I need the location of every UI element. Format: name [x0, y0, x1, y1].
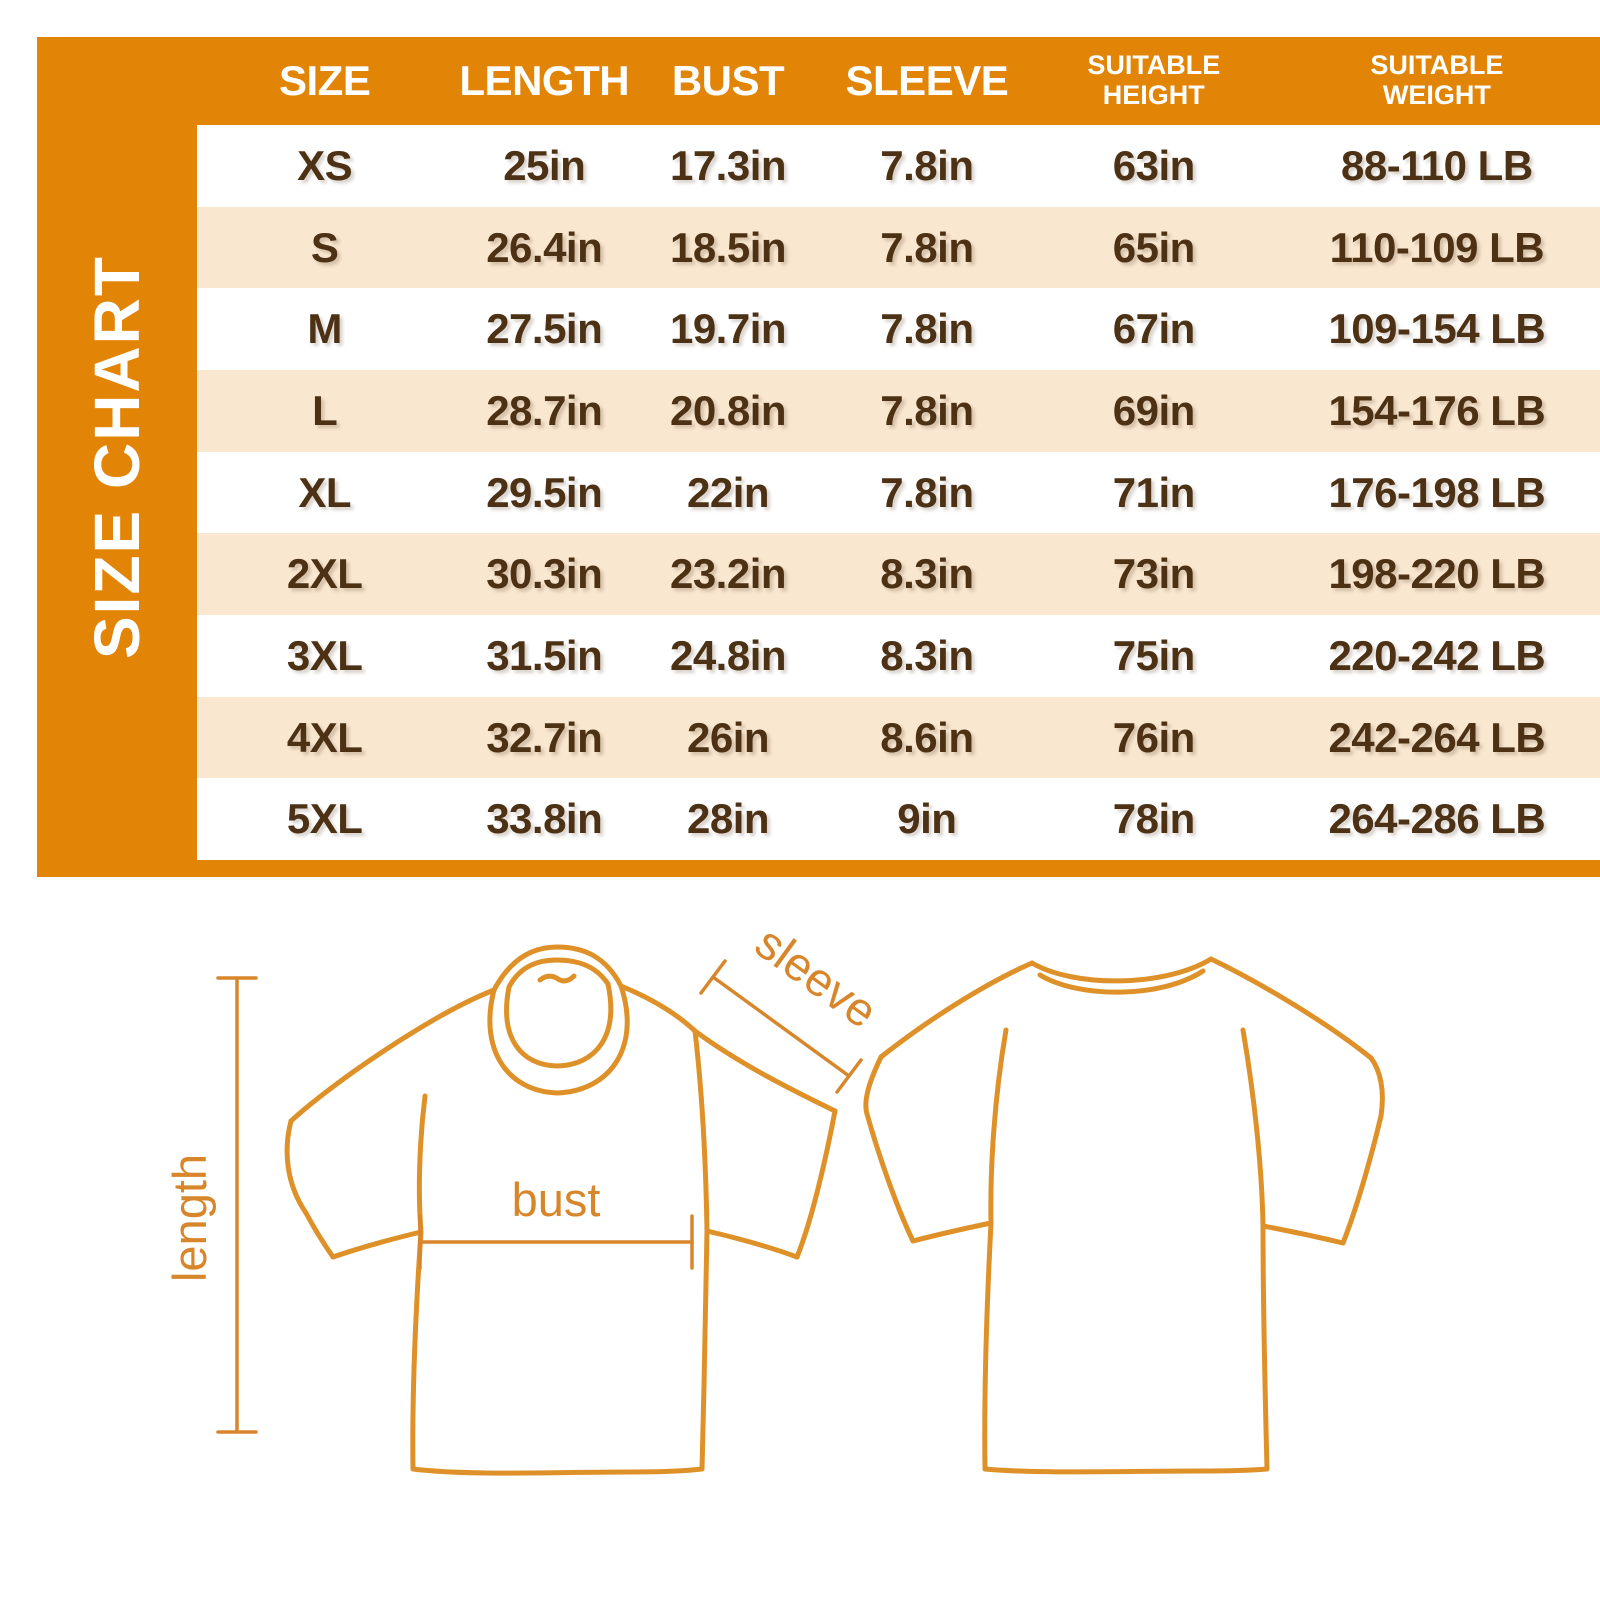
cell-suitable-height: 76in	[1112, 713, 1195, 761]
back-left-side	[985, 1223, 991, 1469]
column-header-text: SIZE	[278, 57, 371, 104]
back-left-sleeve-hem	[867, 1114, 913, 1241]
column-header-text: BUST	[671, 57, 785, 104]
cell-length: 31.5in	[486, 631, 603, 679]
front-left-armhole-seam	[419, 1096, 425, 1232]
cell-suitable-height: 71in	[1112, 468, 1195, 516]
cell-bust: 24.8in	[669, 631, 787, 679]
back-collar-top	[1032, 959, 1211, 981]
cell-sleeve: 7.8in	[880, 386, 974, 434]
cell-suitable-weight: 220-242 LB	[1328, 631, 1546, 679]
front-left-sleeve-outer	[287, 1121, 306, 1213]
size-table-row	[197, 615, 1600, 697]
size-table-header	[197, 37, 1600, 125]
sleeve-tick-end	[837, 1060, 861, 1092]
size-table-row	[197, 125, 1600, 207]
size-table-rows	[197, 125, 1600, 860]
size-table-row	[197, 207, 1600, 289]
size-table-row	[197, 533, 1600, 615]
size-chart-title: SIZE CHART	[81, 255, 153, 659]
back-right-side	[1263, 1226, 1267, 1469]
sleeve-label: sleeve	[746, 915, 888, 1039]
cell-sleeve: 8.6in	[880, 713, 974, 761]
cell-sleeve: 7.8in	[880, 305, 974, 353]
front-right-side	[702, 1231, 707, 1469]
column-header-text: HEIGHT	[1102, 80, 1205, 110]
cell-length: 25in	[503, 141, 586, 189]
cell-suitable-height: 69in	[1112, 386, 1195, 434]
sleeve-measurement	[701, 915, 887, 1092]
back-left-sleeve-outer	[866, 1057, 881, 1114]
column-header-size	[197, 57, 452, 104]
cell-suitable-weight: 154-176 LB	[1328, 386, 1546, 434]
cell-length: 27.5in	[486, 305, 603, 353]
front-right-sleeve-hem	[797, 1111, 835, 1257]
back-right-underarm	[1263, 1226, 1343, 1243]
back-bottom-hem	[985, 1469, 1267, 1472]
column-header-bust	[636, 57, 820, 104]
bust-label: bust	[511, 1173, 601, 1226]
cell-bust: 28in	[686, 795, 770, 843]
size-table-row	[197, 288, 1600, 370]
size-table-row	[197, 452, 1600, 534]
cell-length: 33.8in	[486, 795, 603, 843]
cell-sleeve: 8.3in	[880, 550, 974, 598]
back-right-armhole-seam	[1243, 1030, 1263, 1226]
column-header-text: LENGTH	[459, 57, 630, 104]
cell-sleeve: 7.8in	[880, 141, 974, 189]
cell-size: XS	[297, 141, 353, 189]
front-left-shoulder	[291, 990, 494, 1121]
cell-size: 5XL	[286, 795, 363, 843]
cell-sleeve: 9in	[897, 795, 957, 843]
front-left-sleeve-hem	[306, 1213, 333, 1257]
back-left-armhole-seam	[991, 1030, 1006, 1223]
column-header-suitable-weight	[1274, 51, 1600, 110]
size-table-row	[197, 370, 1600, 452]
cell-bust: 26in	[686, 713, 770, 761]
size-table-sidebar	[37, 37, 197, 877]
cell-size: S	[310, 223, 339, 271]
cell-length: 30.3in	[486, 550, 603, 598]
cell-suitable-weight: 110-109 LB	[1329, 223, 1545, 271]
front-collar-band	[507, 984, 611, 1066]
front-bottom-hem	[413, 1469, 702, 1473]
cell-suitable-weight: 109-154 LB	[1328, 305, 1546, 353]
cell-suitable-weight: 176-198 LB	[1328, 468, 1546, 516]
front-collar-top-inner	[509, 960, 608, 987]
size-table-row	[197, 778, 1600, 860]
column-header-text: SUITABLE	[1087, 50, 1221, 81]
cell-suitable-height: 65in	[1112, 223, 1195, 271]
tshirt-measurement-diagram	[0, 900, 1600, 1600]
cell-suitable-height: 63in	[1112, 141, 1195, 189]
cell-suitable-height: 73in	[1112, 550, 1195, 598]
cell-sleeve: 7.8in	[880, 223, 974, 271]
column-header-length	[452, 57, 636, 104]
cell-size: L	[312, 386, 338, 434]
length-label: length	[163, 1153, 216, 1283]
size-table-row	[197, 697, 1600, 779]
cell-bust: 19.7in	[669, 305, 787, 353]
column-header-sleeve	[820, 57, 1034, 104]
front-collar-stitch	[540, 976, 574, 981]
cell-size: 2XL	[286, 550, 363, 598]
tshirt-back-outline	[866, 959, 1383, 1472]
front-right-underarm	[707, 1231, 797, 1257]
cell-length: 29.5in	[486, 468, 603, 516]
cell-bust: 20.8in	[669, 386, 787, 434]
length-measurement	[163, 978, 256, 1432]
cell-length: 28.7in	[486, 386, 603, 434]
cell-suitable-height: 78in	[1112, 795, 1195, 843]
front-right-shoulder-sleeve	[621, 986, 835, 1111]
cell-sleeve: 7.8in	[880, 468, 974, 516]
cell-bust: 23.2in	[669, 550, 787, 598]
cell-bust: 22in	[686, 468, 770, 516]
cell-sleeve: 8.3in	[880, 631, 974, 679]
column-header-text: SLEEVE	[845, 57, 1009, 104]
back-left-shoulder	[881, 963, 1032, 1057]
front-left-underarm	[333, 1232, 421, 1257]
cell-size: M	[307, 305, 342, 353]
cell-suitable-weight: 242-264 LB	[1328, 713, 1546, 761]
bust-measurement	[420, 1173, 692, 1268]
cell-size: 4XL	[286, 713, 363, 761]
cell-suitable-weight: 264-286 LB	[1328, 795, 1546, 843]
cell-size: 3XL	[286, 631, 363, 679]
cell-suitable-weight: 198-220 LB	[1328, 550, 1546, 598]
front-right-armhole-seam	[695, 1031, 707, 1231]
back-left-underarm	[913, 1223, 991, 1241]
column-header-text: SUITABLE	[1370, 50, 1504, 81]
cell-bust: 18.5in	[669, 223, 787, 271]
column-header-text: WEIGHT	[1382, 80, 1491, 110]
back-right-sleeve-outer	[1371, 1058, 1382, 1116]
size-table	[37, 37, 1600, 877]
cell-suitable-height: 67in	[1112, 305, 1195, 353]
cell-suitable-height: 75in	[1112, 631, 1195, 679]
cell-length: 26.4in	[486, 223, 603, 271]
column-header-suitable-height	[1034, 51, 1274, 110]
cell-length: 32.7in	[486, 713, 603, 761]
cell-size: XL	[298, 468, 351, 516]
back-right-sleeve-hem	[1343, 1116, 1381, 1243]
cell-suitable-weight: 88-110 LB	[1341, 141, 1533, 189]
sleeve-tick-start	[701, 961, 725, 993]
cell-bust: 17.3in	[669, 141, 787, 189]
back-right-shoulder	[1211, 959, 1371, 1058]
